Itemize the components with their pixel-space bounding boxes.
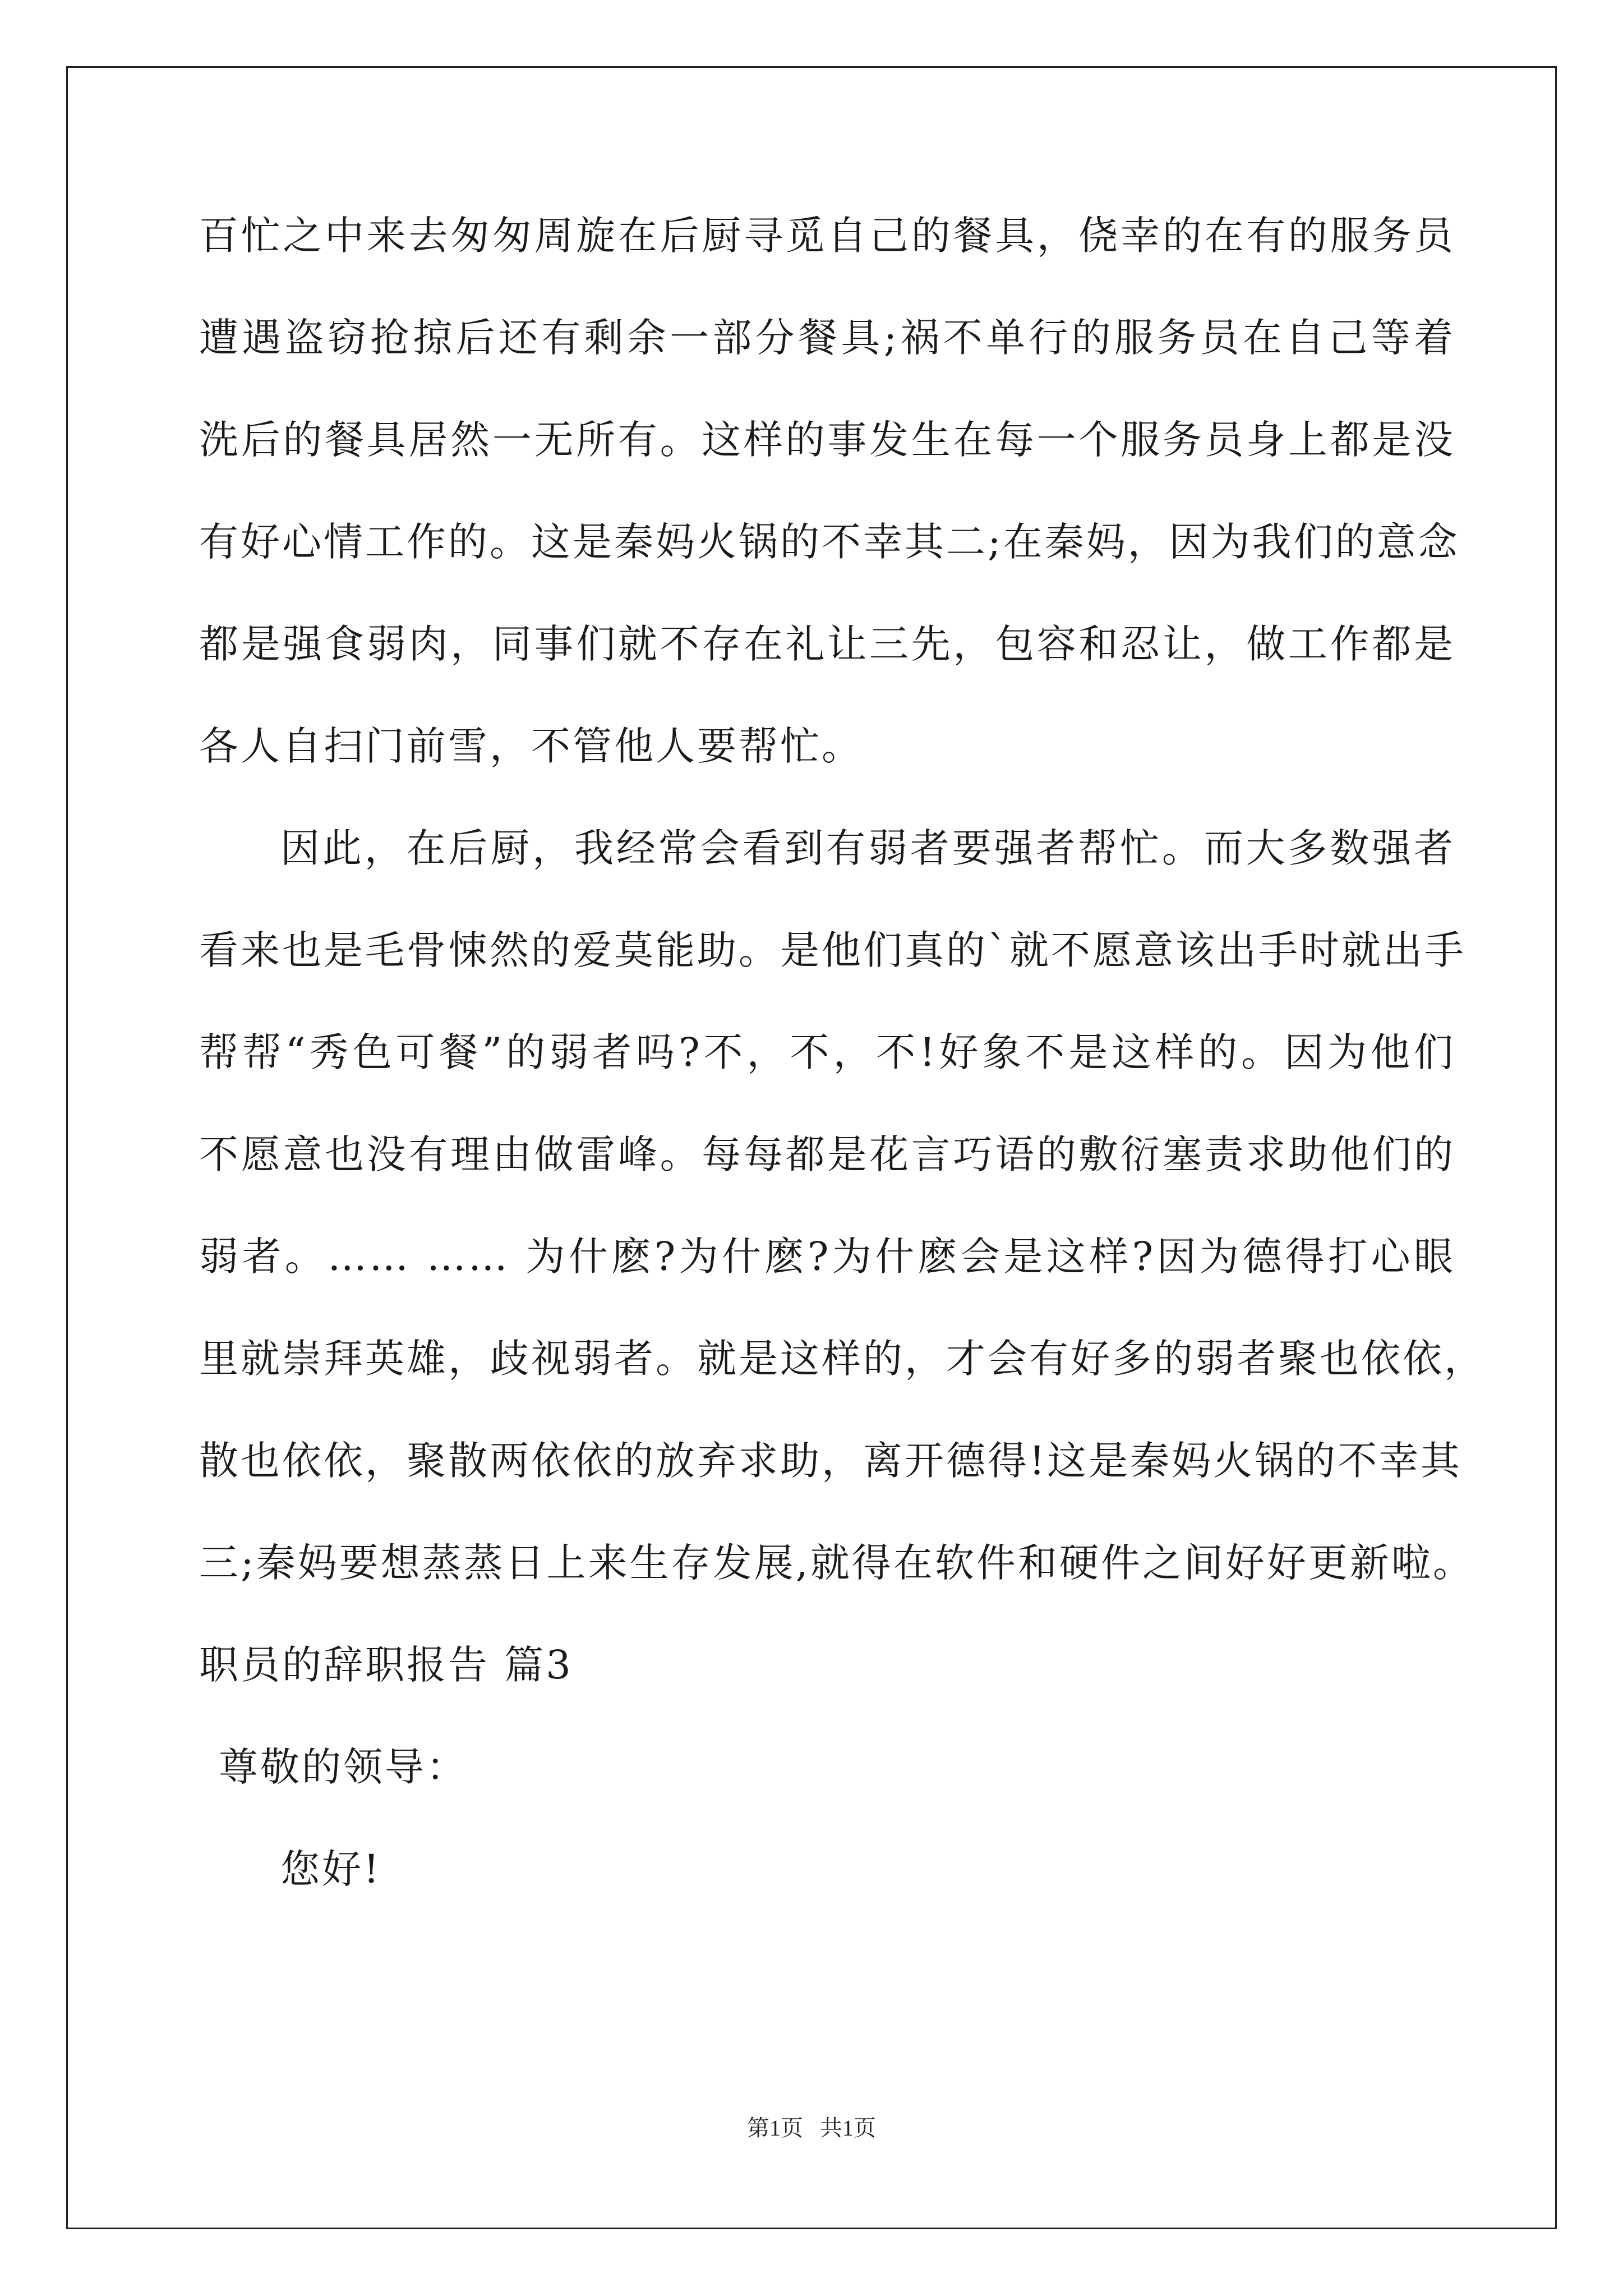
paragraph-line: 弱者。…… …… 为什麽?为什麽?为什麽会是这样?因为德得打心眼 (199, 1234, 1455, 1280)
paragraph-line: 各人自扫门前雪，不管他人要帮忙。 (199, 723, 863, 769)
paragraph-line: 都是强食弱肉，同事们就不存在礼让三先，包容和忍让，做工作都是 (199, 621, 1455, 667)
paragraph-line: 散也依依，聚散两依依的放弃求助，离开德得!这是秦妈火锅的不幸其 (199, 1438, 1463, 1484)
paragraph-line: 三;秦妈要想蒸蒸日上来生存发展,就得在软件和硬件之间好好更新啦。 (199, 1540, 1474, 1586)
paragraph-line: 有好心情工作的。这是秦妈火锅的不幸其二;在秦妈，因为我们的意念 (199, 519, 1460, 565)
paragraph-line: 帮帮“秀色可餐”的弱者吗?不，不，不!好象不是这样的。因为他们 (199, 1029, 1455, 1075)
section-title: 职员的辞职报告 篇3 (199, 1642, 573, 1688)
paragraph-line: 洗后的餐具居然一无所有。这样的事发生在每一个服务员身上都是没 (199, 417, 1455, 463)
paragraph-line: 因此，在后厨，我经常会看到有弱者要强者帮忙。而大多数强者 (280, 825, 1455, 871)
paragraph-line: 里就崇拜英雄，歧视弱者。就是这样的，才会有好多的弱者聚也依依， (199, 1336, 1486, 1382)
paragraph-line: 遭遇盗窃抢掠后还有剩余一部分餐具;祸不单行的服务员在自己等着 (199, 315, 1455, 361)
page-footer: 第1页 共1页 (747, 2115, 876, 2141)
greeting-line: 尊敬的领导： (219, 1744, 468, 1790)
paragraph-line: 不愿意也没有理由做雷峰。每每都是花言巧语的敷衍塞责求助他们的 (199, 1131, 1455, 1177)
paragraph-line: 看来也是毛骨悚然的爱莫能助。是他们真的`就不愿意该出手时就出手 (199, 927, 1466, 973)
salutation-line: 您好! (280, 1846, 382, 1892)
paragraph-line: 百忙之中来去匆匆周旋在后厨寻觅自己的餐具，侥幸的在有的服务员 (199, 213, 1455, 259)
document-body (199, 213, 1486, 1952)
